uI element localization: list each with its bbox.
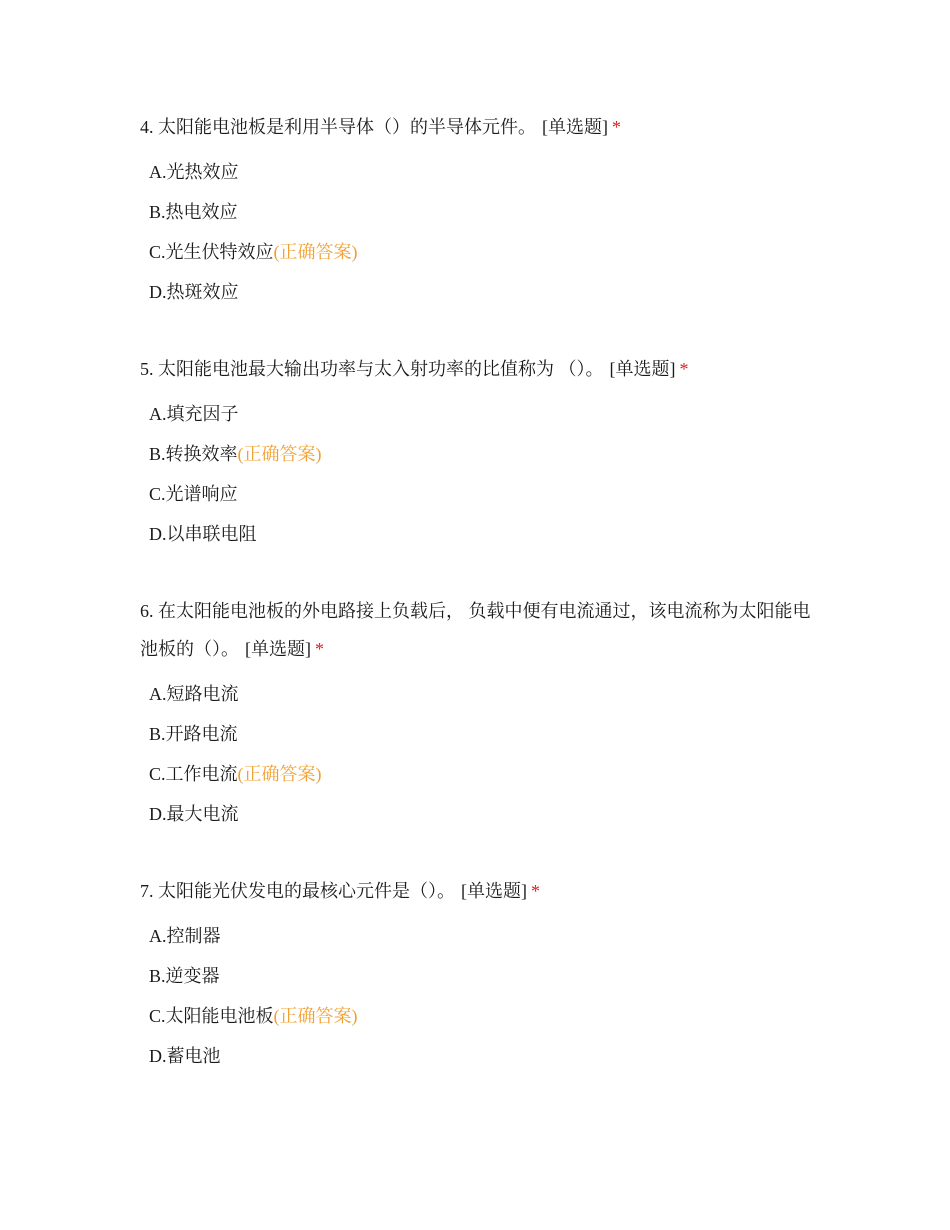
option-c (149, 754, 820, 794)
required-asterisk: * (679, 359, 689, 379)
correct-answer-mark: (正确答案) (237, 444, 322, 464)
correct-answer-mark: (正确答案) (273, 242, 358, 262)
option-text: B.热电效应 (149, 202, 238, 222)
question-6 (140, 592, 820, 834)
option-text: D.最大电流 (149, 804, 239, 824)
option-text: D.以串联电阻 (149, 524, 257, 544)
option-text: D.热斑效应 (149, 282, 239, 302)
option-c (149, 996, 820, 1036)
option-b (149, 956, 820, 996)
option-b (149, 434, 820, 474)
option-text: B.开路电流 (149, 724, 238, 744)
question-text: 7. 太阳能光伏发电的最核心元件是（）。 (140, 881, 455, 901)
option-d (149, 514, 820, 554)
option-text: C.工作电流 (149, 764, 238, 784)
option-d (149, 272, 820, 312)
options-list (140, 152, 820, 312)
question-text: 6. 在太阳能电池板的外电路接上负载后， 负载中便有电流通过，该电流称为太阳能电池板的（）。 (140, 601, 811, 659)
question-4 (140, 108, 820, 312)
options-list (140, 674, 820, 834)
option-text: B.逆变器 (149, 966, 220, 986)
question-type: [单选题] (542, 117, 608, 137)
option-text: A.填充因子 (149, 404, 239, 424)
correct-answer-mark: (正确答案) (237, 764, 322, 784)
required-asterisk: * (315, 639, 324, 659)
quiz-document (140, 108, 820, 1114)
option-text: A.短路电流 (149, 684, 239, 704)
correct-answer-mark: (正确答案) (273, 1006, 358, 1026)
option-text: A.控制器 (149, 926, 221, 946)
option-d (149, 1036, 820, 1076)
option-a (149, 394, 820, 434)
question-type: [单选题] (245, 639, 311, 659)
question-text: 4. 太阳能电池板是利用半导体（）的半导体元件。 (140, 117, 536, 137)
option-text: A.光热效应 (149, 162, 239, 182)
option-text: C.光生伏特效应 (149, 242, 274, 262)
options-list (140, 394, 820, 554)
question-5 (140, 350, 820, 554)
question-title (140, 350, 820, 388)
question-type: [单选题] (461, 881, 527, 901)
option-b (149, 714, 820, 754)
option-b (149, 192, 820, 232)
required-asterisk: * (531, 881, 540, 901)
question-title (140, 108, 820, 146)
option-d (149, 794, 820, 834)
option-c (149, 474, 820, 514)
option-text: D.蓄电池 (149, 1046, 221, 1066)
option-c (149, 232, 820, 272)
option-a (149, 916, 820, 956)
question-text: 5. 太阳能电池最大输出功率与太入射功率的比值称为 （）。 (140, 359, 604, 379)
option-a (149, 674, 820, 714)
question-title (140, 592, 820, 668)
question-title (140, 872, 820, 910)
option-a (149, 152, 820, 192)
option-text: C.光谱响应 (149, 484, 238, 504)
question-type: [单选题] (609, 359, 676, 379)
options-list (140, 916, 820, 1076)
option-text: B.转换效率 (149, 444, 238, 464)
question-7 (140, 872, 820, 1076)
required-asterisk: * (612, 117, 621, 137)
option-text: C.太阳能电池板 (149, 1006, 274, 1026)
